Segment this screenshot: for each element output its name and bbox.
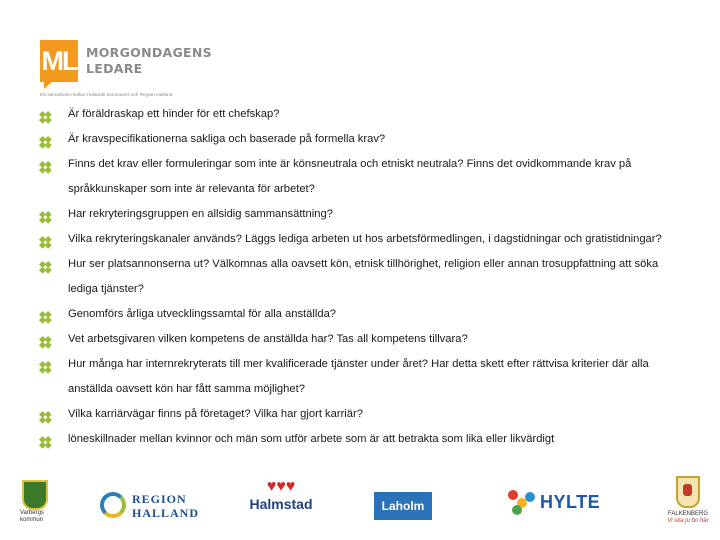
list-item-text: Är kravspecifikationerna sakliga och baserade på formella krav? <box>68 133 386 145</box>
hylte-label: HYLTE <box>540 492 601 512</box>
list-item-text: Finns det krav eller formuleringar som inte är könsneutrala och etniskt neutrala? Finns det ovidkommande krav på språkkunskaper som inte är relevanta för arbetet? <box>68 158 632 195</box>
list-item <box>40 227 690 252</box>
partner-logos-footer <box>0 470 720 540</box>
list-item <box>40 427 690 452</box>
list-item-text: Har rekryteringsgruppen en allsidig sammansättning? <box>68 208 333 220</box>
diamond-bullet-icon <box>40 410 49 419</box>
list-item-text: Vilka karriärvägar finns på företaget? Vilka har gjort karriär? <box>68 408 363 420</box>
logo-line2: LEDARE <box>86 61 143 76</box>
list-item-text: löneskillnader mellan kvinnor och män som utför arbete som är att betrakta som lika eller likvärdigt <box>68 433 555 445</box>
falkenberg-slogan: Vi ska ju bo här <box>667 518 709 524</box>
list-item <box>40 102 690 127</box>
varberg-logo <box>20 480 50 524</box>
list-item-text: Genomförs årliga utvecklingssamtal för alla anställda? <box>68 308 337 320</box>
diamond-bullet-icon <box>40 335 49 344</box>
diamond-bullet-icon <box>40 360 49 369</box>
list-item <box>40 127 690 152</box>
morgondagens-ledare-logo <box>40 40 220 100</box>
list-item <box>40 302 690 327</box>
diamond-bullet-icon <box>40 210 49 219</box>
list-item-text: Vet arbetsgivaren vilken kompetens de anställda har? Tas all kompetens tillvara? <box>68 333 468 345</box>
list-item <box>40 327 690 352</box>
falkenberg-label: FALKENBERG <box>667 511 708 517</box>
list-item <box>40 202 690 227</box>
diamond-bullet-icon <box>40 235 49 244</box>
list-item-text: Är föräldraskap ett hinder för ett chefskap? <box>68 108 280 120</box>
halmstad-logo <box>248 478 314 526</box>
laholm-logo: Laholm <box>374 492 432 520</box>
list-item <box>40 252 690 302</box>
diamond-bullet-icon <box>40 435 49 444</box>
region-label-line2: HALLAND <box>132 506 200 520</box>
list-item <box>40 402 690 427</box>
varberg-crest-icon <box>22 480 48 510</box>
logo-mark: ML <box>40 40 78 82</box>
region-halland-logo <box>100 486 200 526</box>
hearts-icon: ♥♥♥ <box>266 478 296 495</box>
varberg-label: Varbergs kommun <box>20 510 44 523</box>
diamond-bullet-icon <box>40 160 49 169</box>
diamond-bullet-icon <box>40 310 49 319</box>
list-item <box>40 152 690 202</box>
hylte-figures-icon <box>508 490 536 516</box>
list-item-text: Vilka rekryteringskanaler används? Läggs lediga arbeten ut hos arbetsförmedlingen, i dagstidningar och gratistidningar? <box>68 233 662 245</box>
diamond-bullet-icon <box>40 135 49 144</box>
logo-line1: MORGONDAGENS <box>86 45 212 60</box>
region-swirl-icon <box>100 492 126 518</box>
region-label-line1: REGION <box>132 492 187 506</box>
halmstad-label: Halmstad <box>249 496 313 512</box>
list-item-text: Hur många har internrekryterats till mer kvalificerade tjänster under året? Har detta skett efter rättvisa kriterier där alla anställda oavsett kön har fått samma möjlighet? <box>68 358 649 395</box>
hylte-logo <box>508 488 600 520</box>
list-item <box>40 352 690 402</box>
diamond-bullet-icon <box>40 110 49 119</box>
diamond-bullet-icon <box>40 260 49 269</box>
falkenberg-logo <box>664 476 712 525</box>
falkenberg-crest-icon <box>676 476 700 508</box>
checklist <box>40 102 690 452</box>
list-item-text: Hur ser platsannonserna ut? Välkomnas alla oavsett kön, etnisk tillhörighet, religion eller annan trosuppfattning att söka lediga tjänster? <box>68 258 659 295</box>
logo-tagline: Ett samarbete mellan Hallands kommuner och Region Halland <box>40 93 173 98</box>
